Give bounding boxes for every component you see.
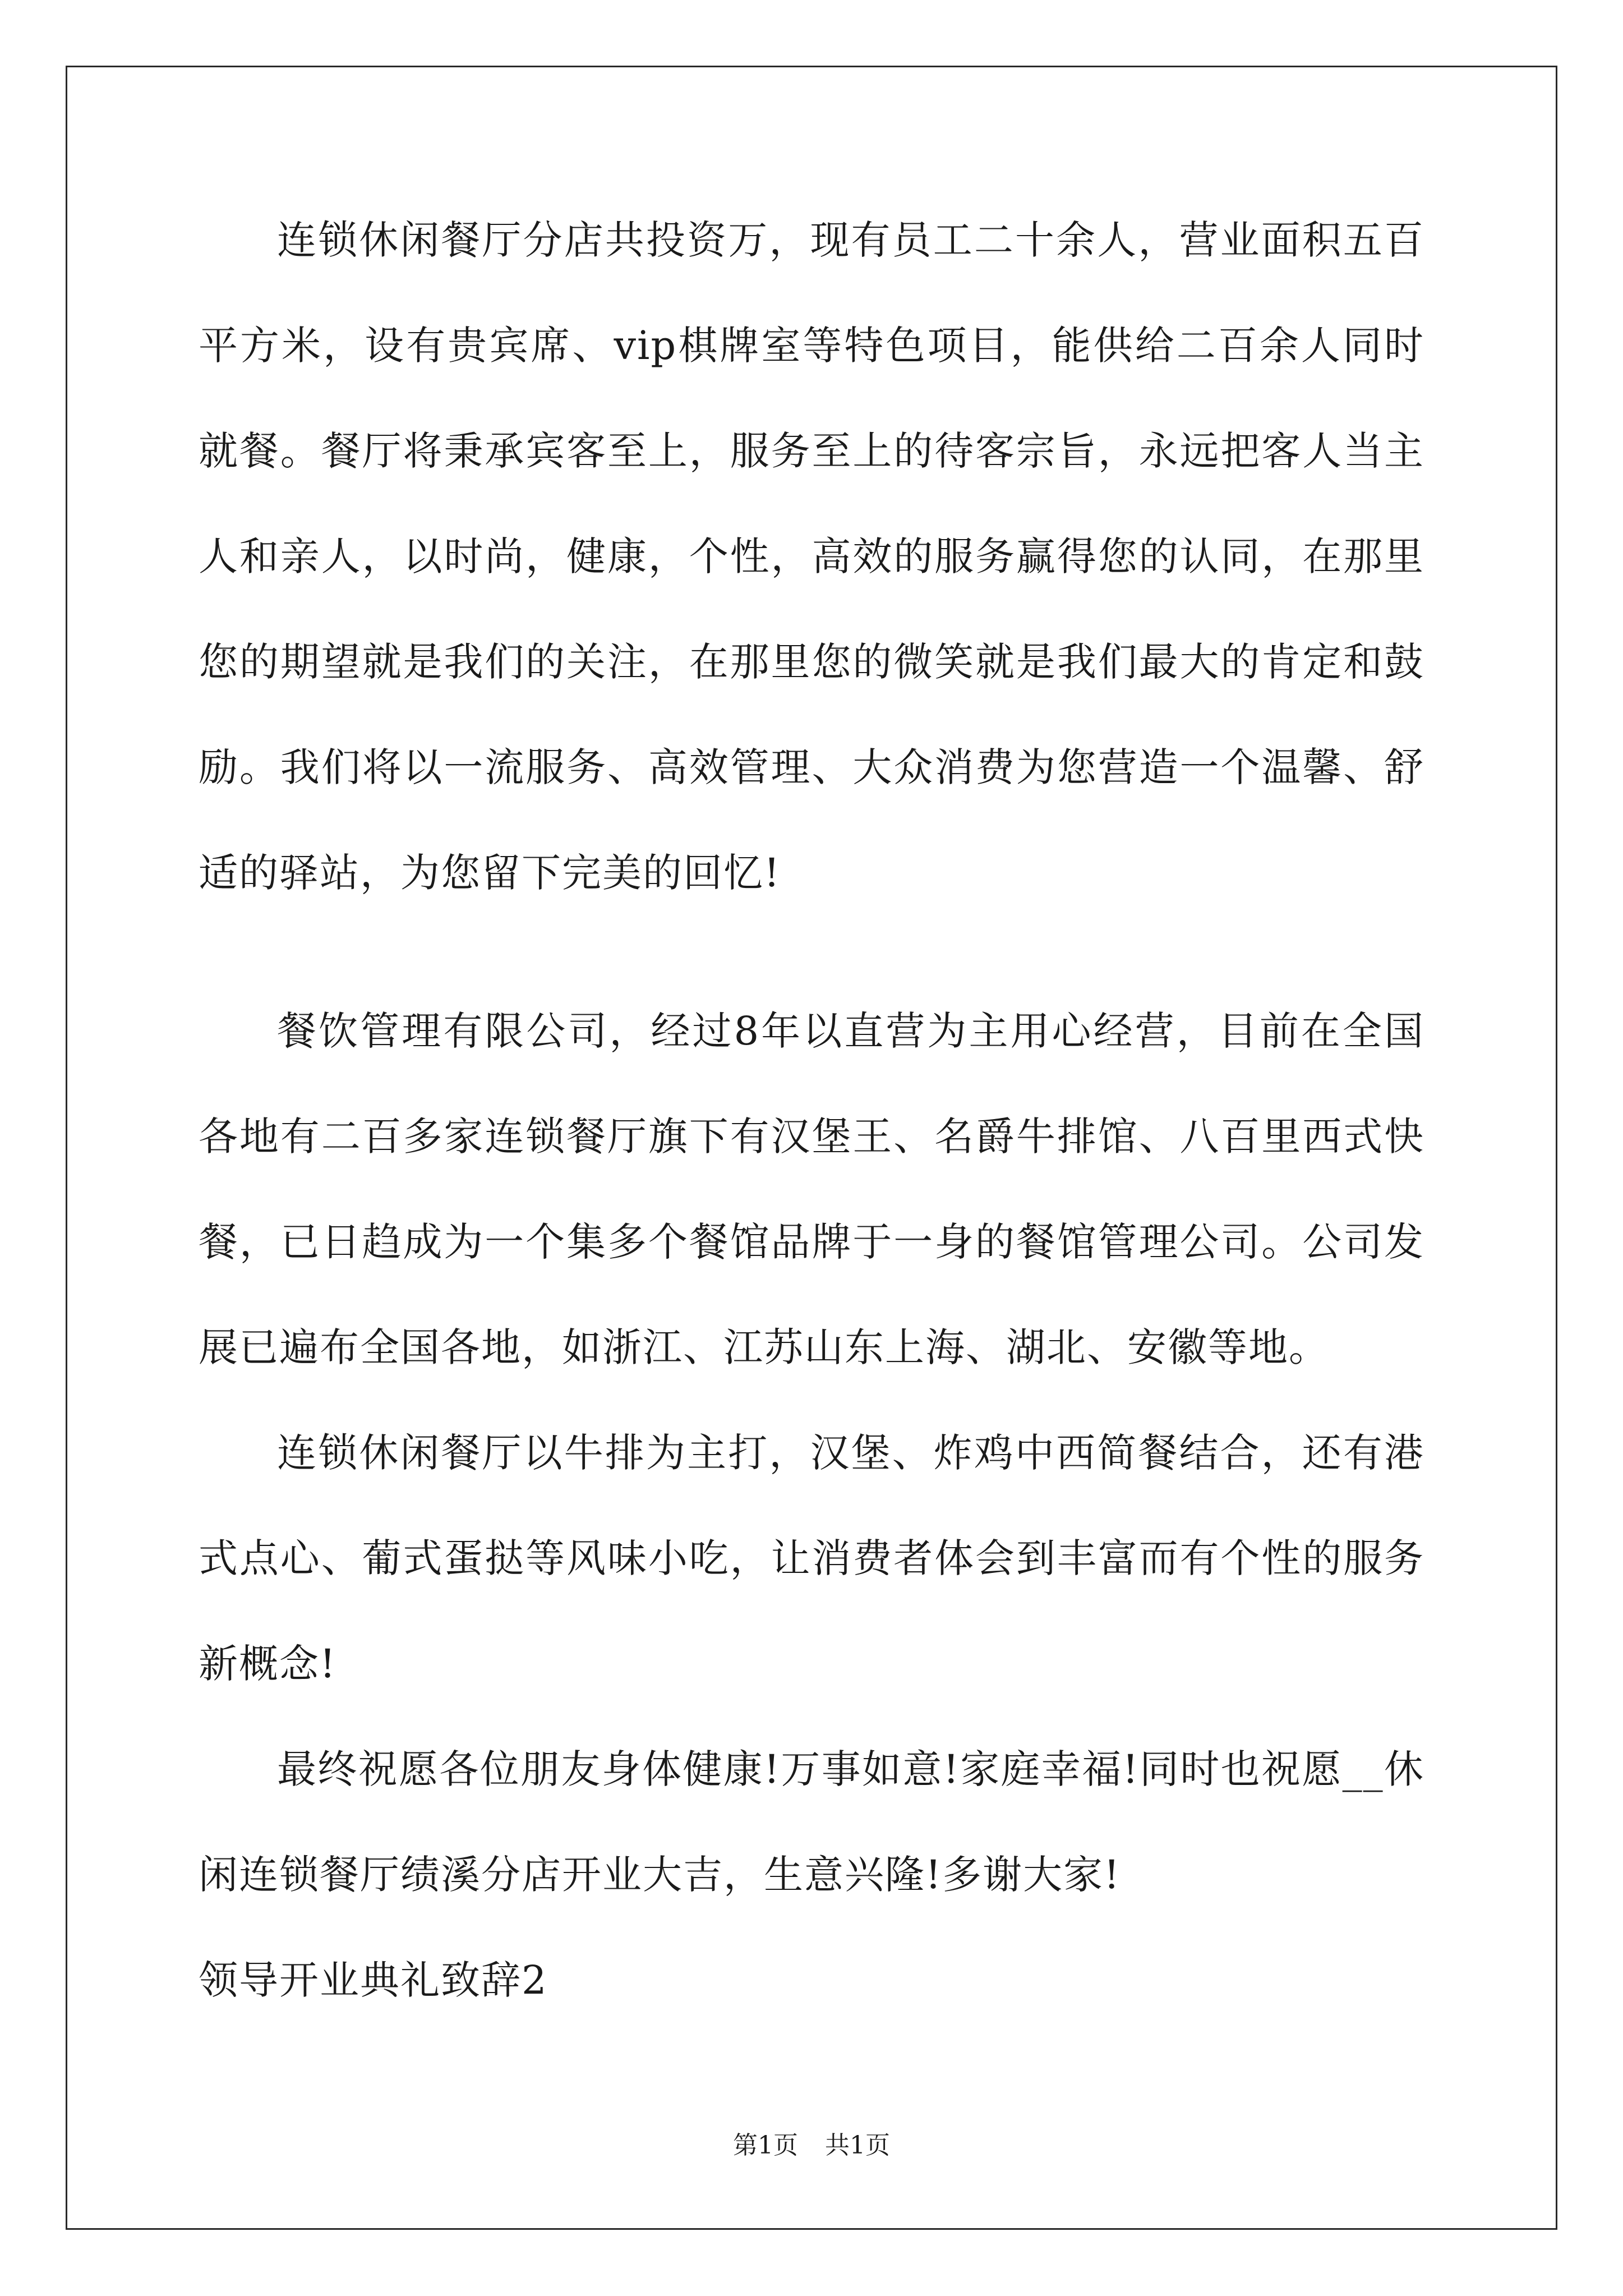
section-heading: 领导开业典礼致辞2 (199, 1957, 548, 2003)
page-footer (0, 2129, 1623, 2162)
page-total: 共1页 (825, 2131, 890, 2160)
paragraph-1: 连锁休闲餐厅分店共投资万，现有员工二十余人，营业面积五百平方米，设有贵宾席、vip棋牌室等特色项目，能供给二百余人同时就餐。餐厅将秉承宾客至上，服务至上的待客宗旨，永远把客人当主人和亲人，以时尚，健康，个性，高效的服务赢得您的认同，在那里您的期望就是我们的关注，在那里您的微笑就是我们最大的肯定和鼓励。我们将以一流服务、高效管理、大众消费为您营造一个温馨、舒适的驿站，为您留下完美的回忆! (199, 217, 1424, 896)
page-current: 第1页 (733, 2131, 798, 2160)
paragraph-3: 连锁休闲餐厅以牛排为主打，汉堡、炸鸡中西简餐结合，还有港式点心、葡式蛋挞等风味小吃，让消费者体会到丰富而有个性的服务新概念! (199, 1430, 1424, 1687)
paragraph-2: 餐饮管理有限公司，经过8年以直营为主用心经营，目前在全国各地有二百多家连锁餐厅旗下有汉堡王、名爵牛排馆、八百里西式快餐，已日趋成为一个集多个餐馆品牌于一身的餐馆管理公司。公司发展已遍布全国各地，如浙江、江苏山东上海、湖北、安徽等地。 (199, 1008, 1424, 1370)
paragraph-4: 最终祝愿各位朋友身体健康!万事如意!家庭幸福!同时也祝愿__休闲连锁餐厅绩溪分店开业大吉，生意兴隆!多谢大家! (199, 1746, 1424, 1898)
